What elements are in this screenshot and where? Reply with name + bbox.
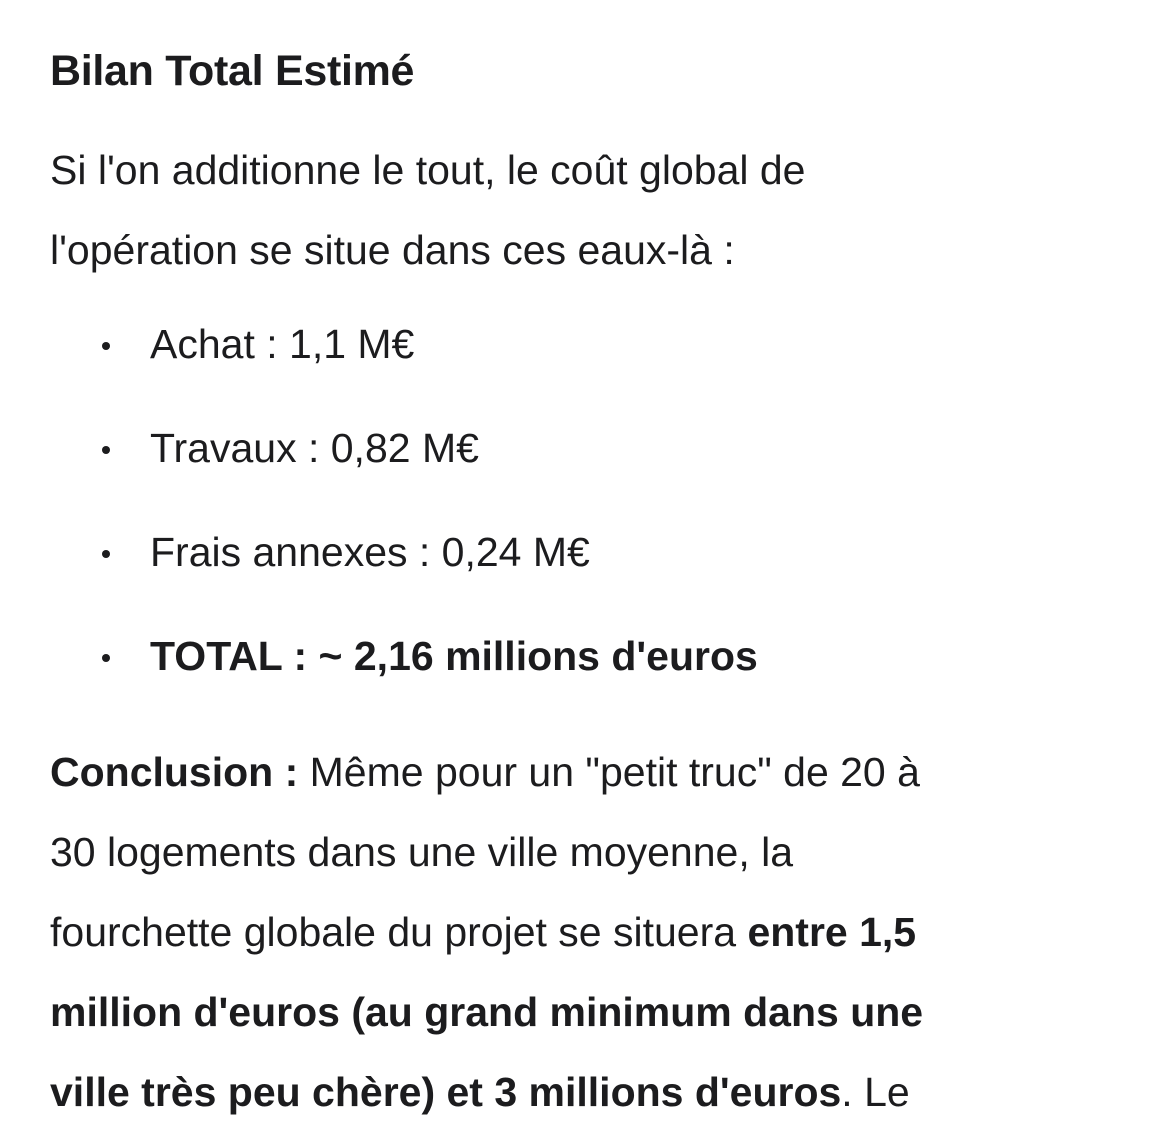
conclusion-line-2: 30 logements dans une ville moyenne, la: [50, 829, 794, 875]
conclusion-line-4: [50, 972, 1130, 1052]
conclusion-line-5: [50, 1052, 1130, 1132]
intro-paragraph: [50, 130, 1130, 290]
conclusion-text: . Le: [841, 1069, 910, 1115]
intro-line-1: Si l'on additionne le tout, le coût global de: [50, 147, 806, 193]
conclusion-emphasis: million d'euros (au grand minimum dans une: [50, 989, 924, 1035]
conclusion-line-1: [50, 732, 1130, 812]
conclusion-text: fourchette globale du projet se situera: [50, 909, 748, 955]
list-item-text: Travaux : 0,82 M€: [150, 425, 479, 471]
intro-line-2: l'opération se situe dans ces eaux-là :: [50, 227, 735, 273]
section-heading: Bilan Total Estimé: [50, 47, 415, 95]
conclusion-emphasis: entre 1,5: [747, 909, 917, 955]
bullet-icon: [102, 654, 110, 662]
bullet-icon: [102, 550, 110, 558]
conclusion-line-3: [50, 892, 1130, 972]
bullet-icon: [102, 342, 110, 350]
bullet-icon: [102, 446, 110, 454]
conclusion-label: Conclusion :: [50, 749, 299, 795]
conclusion-paragraph: [50, 732, 1130, 1132]
list-item-text: Achat : 1,1 M€: [150, 321, 415, 367]
list-item-text: TOTAL : ~ 2,16 millions d'euros: [150, 633, 758, 679]
conclusion-text: Même pour un "petit truc" de 20 à: [298, 749, 920, 795]
list-item-text: Frais annexes : 0,24 M€: [150, 529, 590, 575]
conclusion-emphasis: ville très peu chère) et 3 millions d'euros: [50, 1069, 842, 1115]
